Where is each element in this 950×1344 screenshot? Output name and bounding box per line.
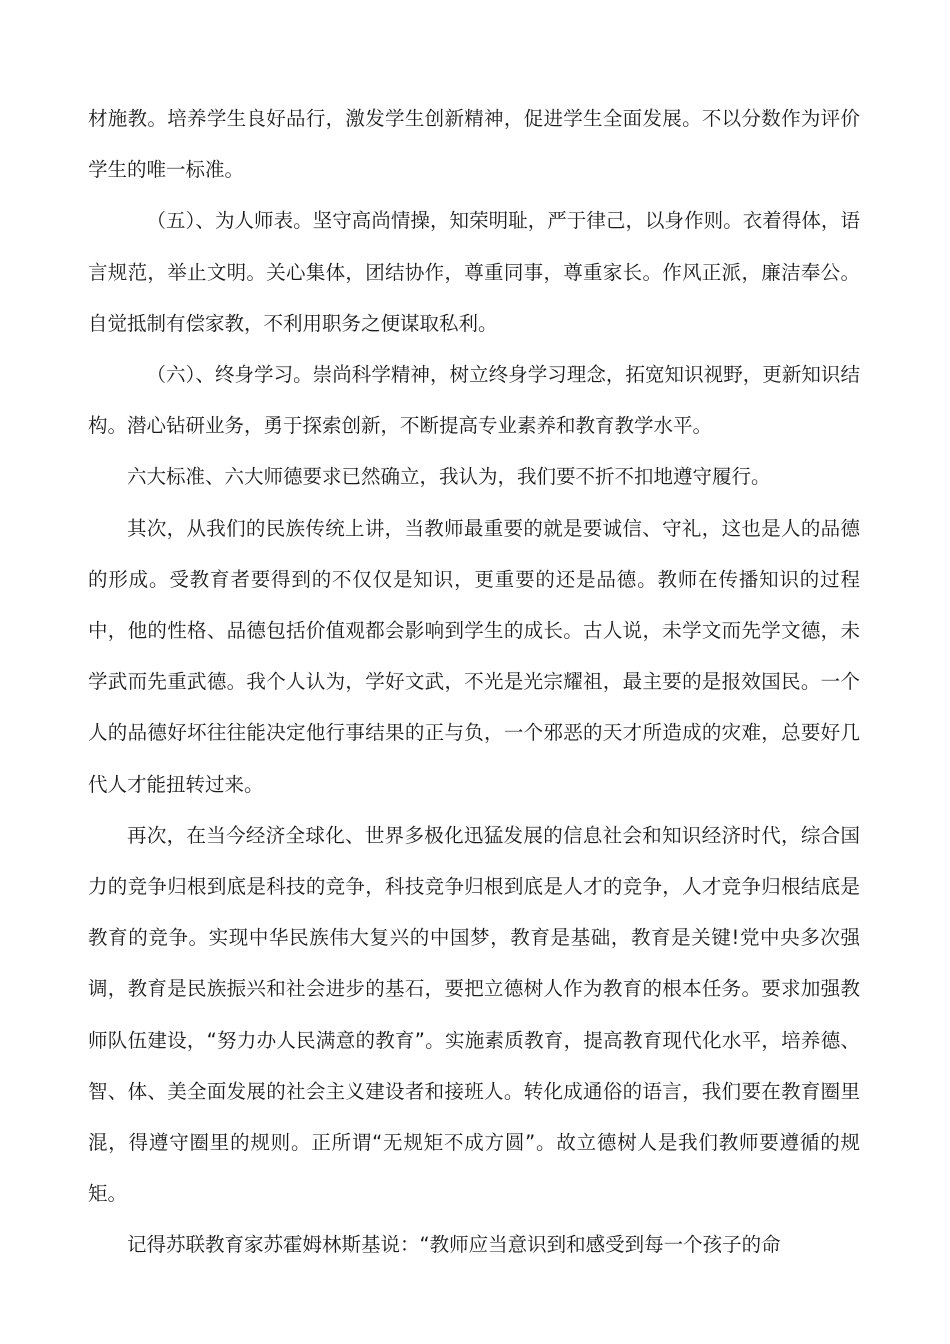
- paragraph-continuation: 材施教。培养学生良好品行，激发学生创新精神，促进学生全面发展。不以分数作为评价学生的唯一标准。: [88, 107, 860, 182]
- paragraph-standard-5: （五）、为人师表。坚守高尚情操，知荣明耻，严于律己，以身作则。衣着得体，语言规范，举止文明。关心集体，团结协作，尊重同事，尊重家长。作风正派，廉洁奉公。自觉抵制有偿家教，不利用职务之便谋取私利。: [88, 209, 860, 335]
- document-body: [88, 93, 860, 1271]
- paragraph-third-point: 再次，在当今经济全球化、世界多极化迅猛发展的信息社会和知识经济时代，综合国力的竞争归根到底是科技的竞争，科技竞争归根到底是人才的竞争，人才竞争归根结底是教育的竞争。实现中华民族伟大复兴的中国梦，教育是基础，教育是关键!党中央多次强调，教育是民族振兴和社会进步的基石，要把立德树人作为教育的根本任务。要求加强教师队伍建设，“努力办人民满意的教育”。实施素质教育，提高教育现代化水平，培养德、智、体、美全面发展的社会主义建设者和接班人。转化成通俗的语言，我们要在教育圈里混，得遵守圈里的规则。正所谓“无规矩不成方圆”。故立德树人是我们教师要遵循的规矩。: [88, 823, 860, 1206]
- paragraph-summary: 六大标准、六大师德要求已然确立，我认为，我们要不折不扣地遵守履行。: [127, 465, 771, 489]
- paragraph-quote-start: 记得苏联教育家苏霍姆林斯基说：“教师应当意识到和感受到每一个孩子的命: [127, 1233, 781, 1257]
- paragraph-second-point: 其次，从我们的民族传统上讲，当教师最重要的就是要诚信、守礼，这也是人的品德的形成。受教育者要得到的不仅仅是知识，更重要的还是品德。教师在传播知识的过程中，他的性格、品德包括价值观都会影响到学生的成长。古人说，未学文而先学文德，未学武而先重武德。我个人认为，学好文武，不光是光宗耀祖，最主要的是报效国民。一个人的品德好坏往往能决定他行事结果的正与负，一个邪恶的天才所造成的灾难，总要好几代人才能扭转过来。: [88, 516, 860, 796]
- paragraph-standard-6: （六）、终身学习。崇尚科学精神，树立终身学习理念，拓宽知识视野，更新知识结构。潜心钻研业务，勇于探索创新，不断提高专业素养和教育教学水平。: [88, 363, 860, 438]
